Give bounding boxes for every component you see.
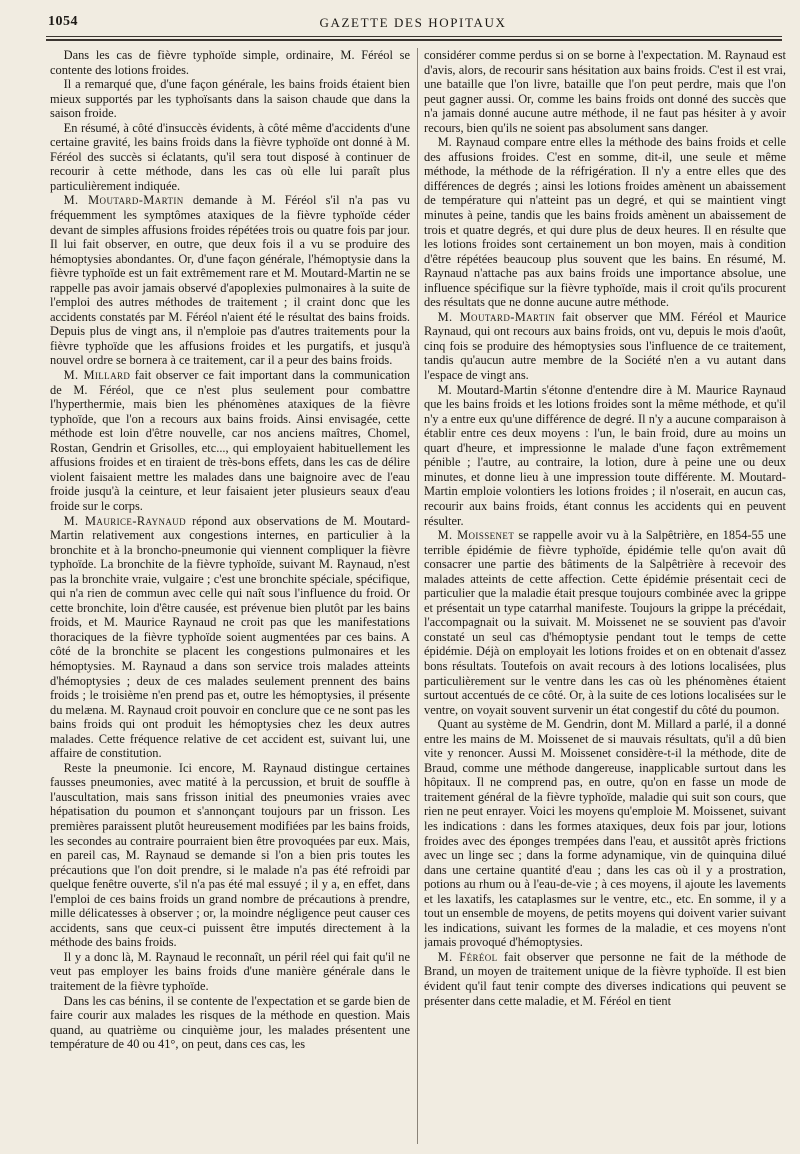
paragraph xyxy=(50,48,410,77)
paragraph xyxy=(50,761,410,950)
paragraph xyxy=(424,528,786,717)
paragraph xyxy=(50,950,410,994)
speaker-name: M. Moutard-Martin xyxy=(437,309,556,324)
header-rule-thin xyxy=(46,36,782,37)
paragraph-text: Quant au système de M. Gendrin, dont M. Millard a parlé, il a donné entre les mains de M. Moissenet de si mauvais résultats, qu'il a dû bien vite y renoncer. Aussi M. Moissenet considère-t-il la méthode, dite de Braud, comme une méthode dangereuse, inapplicable surtout dans les hôpitaux. Il ne comprend pas, en outre, qu'on en fasse un mode de traitement général de la fièvre typhoïde, maladie qui suit son cours, que rien ne peut enrayer. Voici les moyens qu'emploie M. Moissenet, suivant les indications : dans les formes ataxiques, deux fois par jour, lotions froides avec des éponges trempées dans l'eau, et aussitôt après frictions avec un linge sec ; dans la forme adynamique, vin de quinquina dilué dans une certaine quantité d'eau ; dans les cas où il y a prostration, potions au rhum ou à l'eau-de-vie ; à ces moyens, il ajoute les lavements et les laxatifs, les cataplasmes sur le ventre, etc., etc. En somme, il y a tout un ensemble de moyens, de petits moyens qui doivent varier suivant les indications, suivant les formes de la maladie, et ces moyens n'ont jamais provoqué d'hémoptysies. xyxy=(424,717,786,950)
paragraph xyxy=(50,121,410,194)
paragraph-text: fait observer que MM. Féréol et Maurice Raynaud, qui ont recours aux bains froids, ont vu, depuis le mois d'août, cinq fois se produire des hémoptysies sous l'influence de ce traitement, tandis qu'aucun autre membre de la Société n'en a vu autant dans l'espace de vingt ans. xyxy=(424,309,786,383)
paragraph xyxy=(424,383,786,528)
speaker-name: M. Millard xyxy=(63,368,131,383)
speaker-name: M. Maurice-Raynaud xyxy=(63,513,187,528)
right-column xyxy=(424,48,786,1144)
paragraph xyxy=(50,193,410,368)
speaker-name: M. Féréol xyxy=(437,949,498,964)
paragraph-text: M. Raynaud compare entre elles la méthode des bains froids et celle des affusions froides. C'est en somme, dit-il, une seule et même méthode, la méthode de la réfrigération. Il n'y a entre elles que des différences de degrés ; ainsi les lotions froides amènent un abaissement de température qui n'atteint pas un degré, et qui se maintient vingt minutes à peine, tandis que les bains froids amènent un abaissement de trois et quatre degrés, et qui dure plus de deux heures. Il en résulte que les lotions froides sont certainement un bon moyen, mais à condition d'être répétées beaucoup plus souvent que les bains. En résumé, M. Raynaud n'attache pas aux bains froids une importance absolue, une influence spécifique sur la fièvre typhoïde, mais il croit qu'ils procurent des résultats que ne donne aucune autre méthode. xyxy=(424,135,786,310)
paragraph-text: En résumé, à côté d'insuccès évidents, à côté même d'accidents d'une certaine gravité, les bains froids dans la fièvre typhoïde ont donné à M. Féréol des succès si éclatants, qu'il sera tout disposé à continuer de recourir à cette méthode, dans les cas où elle lui paraît plus particulièrement indiquée. xyxy=(50,120,410,193)
speaker-name: M. Moissenet xyxy=(437,528,515,543)
paragraph xyxy=(50,368,410,513)
paragraph-text: Il a remarqué que, d'une façon générale, les bains froids étaient bien mieux supportés par les typhoïsants dans la saison chaude que dans la saison froide. xyxy=(50,77,410,121)
paragraph-text: fait observer ce fait important dans la communication de M. Féréol, que ce n'est plus seulement pour combattre l'hyperthermie, mais bien les phénomènes ataxiques de la fièvre typhoïde, que l'on a recours aux bains froids. Ainsi envisagée, cette méthode est loin d'être nouvelle, car nos anciens maîtres, Chomel, Rostan, Gendrin et Grisolles, etc..., qui employaient habituellement les affusions froides et en tiraient de très-bons effets, dans les cas de délire violent faisaient mettre les malades dans une baignoire avec de l'eau froide jusqu'à la ceinture, et leur faisaient jeter plusieurs seaux d'eau froide sur le corps. xyxy=(50,368,410,513)
paragraph xyxy=(50,77,410,121)
paragraph xyxy=(424,950,786,1008)
paragraph-text: Dans les cas de fièvre typhoïde simple, ordinaire, M. Féréol se contente des lotions froides. xyxy=(50,48,410,77)
left-column xyxy=(50,48,410,1144)
paragraph xyxy=(50,514,410,761)
paragraph-text: Dans les cas bénins, il se contente de l'expectation et se garde bien de faire courir aux malades les risques de la méthode en question. Mais quand, au quatrième ou cinquième jour, les malades présentent une température de 40 ou 41°, on peut, dans ces cas, les xyxy=(50,993,410,1052)
paragraph xyxy=(424,48,786,135)
paragraph-text: Reste la pneumonie. Ici encore, M. Raynaud distingue certaines fausses pneumonies, avec matité à la percussion, et bruit de souffle à l'auscultation, mais sans frisson initial des pneumonies vraies avec hépatisation du poumon et s'annonçant toujours par un frisson. Les premières paraissent plutôt heureusement modifiées par les bains froids, les secondes au contraire pourraient bien être provoquées par eux. Mais, en pareil cas, M. Raynaud se demande si l'on a bien pris toutes les précautions que l'on doit prendre, si le malade n'a pas été refroidi par quelque fenêtre ouverte, s'il n'a pas été mal essuyé ; il y a, en effet, dans l'emploi de ces bains froids un grand nombre de précautions à prendre, mille délicatesses à observer ; or, la moindre négligence peut causer ces accidents, sans que ceux-ci puissent être imputés directement à la méthode des bains froids. xyxy=(50,760,410,950)
page-number: 1054 xyxy=(48,14,78,29)
paragraph xyxy=(50,994,410,1052)
header-rule-thick xyxy=(46,39,782,41)
paragraph-text: M. Moutard-Martin s'étonne d'entendre dire à M. Maurice Raynaud que les bains froids et les lotions froides sont la même méthode, et qu'il n'y a entre eux qu'une différence de degré. Il n'y a aucune comparaison à établir entre ces deux moyens : l'un, le bain froid, dure au moins un quart d'heure, et impressionne le malade d'une façon extrêmement pénible ; l'autre, au contraire, la lotion, dure à peine une ou deux minutes, et donne lieu à une impression toute différente. M. Moutard-Martin emploie volontiers les lotions froides ; il n'oserait, en aucun cas, recourir aux bains froids, étant connus les accidents qui en peuvent résulter. xyxy=(424,382,786,528)
column-divider xyxy=(417,48,418,1144)
paragraph xyxy=(424,310,786,383)
paragraph-text: fait observer que personne ne fait de la méthode de Brand, un moyen de traitement unique de la fièvre typhoïde. Il est bien évident qu'il faut tenir compte des diverses indications qui peuvent se présenter dans cette maladie, et M. Féréol en tient xyxy=(424,949,786,1008)
paragraph xyxy=(424,717,786,950)
running-title: GAZETTE DES HOPITAUX xyxy=(319,15,507,30)
paragraph-text: Il y a donc là, M. Raynaud le reconnaît, un péril réel qui fait qu'il ne veut pas employer les bains froids d'une manière générale dans le traitement de la fièvre typhoïde. xyxy=(50,949,410,993)
paragraph-text: répond aux observations de M. Moutard-Martin relativement aux congestions internes, en particulier à la bronchite et à la broncho-pneumonie qui viennent compliquer la fièvre typhoïde. La bronchite de la fièvre typhoïde, suivant M. Raynaud, n'est pas la bronchite vraie, vulgaire ; c'est une bronchite spéciale, spécifique, qui n'a rien de commun avec celle qui naît sous l'influence du froid. Or cette bronchite, loin d'être causée, est prévenue bien plutôt par les bains froids, et M. Maurice Raynaud ne croit pas que les manifestations thoraciques de la fièvre typhoïde soient augmentées par ces bains. A côté de la bronchite se placent les congestions pulmonaires et les hémoptysies. M. Raynaud a dans son service trois malades atteints d'hémoptysies ; deux de ces malades seulement prennent des bains froids ; le troisième n'en prend pas et, outre les hémoptysies, il présente du melæna. M. Raynaud croit pouvoir en conclure que ce ne sont pas les bains froids qui ont produit les hémoptysies chez les deux autres malades. Cette fréquence relative de cet accident est, suivant lui, une affaire de constitution. xyxy=(50,513,410,761)
paragraph-text: se rappelle avoir vu à la Salpêtrière, en 1854-55 une terrible épidémie de fièvre typhoïde, épidémie telle qu'on avait dû consacrer une partie des bâtiments de la Salpêtrière à recevoir des malades atteints de cette affection. Cette épidémie présentait ceci de particulier que la maladie était presque toujours combinée avec la grippe et présentait un type catarrhal manifeste. Toujours la grippe la précédait, l'accompagnait ou la suivait. M. Moissenet ne se souvient pas d'avoir constaté un seul cas d'hémoptysie pendant tout le temps de cette épidémie. Déjà on employait les lotions froides et on en obtenait d'assez bons résultats. Toutefois on avait recours à des lotions localisées, plus particulièrement sur le ventre dans les cas où les phénomènes étaient surtout accentués de ce côté. Or, à la suite de ces lotions localisées sur le ventre, on voyait souvent survenir un état congestif du côté du poumon. xyxy=(424,528,786,717)
paragraph-text: demande à M. Féréol s'il n'a pas vu fréquemment les symptômes ataxiques de la fièvre typhoïde céder devant de simples affusions froides répétées trois ou quatre fois par jour. Il lui fait observer, en outre, que deux fois il a vu se produire des hémoptysies abondantes. Or, d'une façon générale, l'hémoptysie dans la fièvre typhoïde est un fait extrêmement rare et M. Moutard-Martin ne se rappelle pas avoir jamais observé d'apoplexies pulmonaires à la suite de l'emploi des autres méthodes de traitement ; il craint donc que les accidents constatés par M. Féréol n'aient été le résultat des bains froids. Depuis plus de vingt ans, il n'emploie pas d'autres traitements pour la fièvre typhoïde que les affusions froides et les purgatifs, et jusqu'à nouvel ordre se bornera à ce traitement, car il a peur des bains froids. xyxy=(50,193,410,368)
paragraph-text: considérer comme perdus si on se borne à l'expectation. M. Raynaud est d'avis, alors, de recourir sans hésitation aux bains froids. C'est il est vrai, une bataille que l'on livre, bataille que l'on peut perdre, mais que l'on peut gagner aussi. Or, comme les bains froids ont donné des succès que n'a jamais donné aucune autre méthode, il ne faut pas hésiter à y avoir recours, bien qu'ils ne soient pas absolument sans danger. xyxy=(424,48,786,135)
speaker-name: M. Moutard-Martin xyxy=(63,193,184,208)
page-header xyxy=(48,10,778,36)
paragraph xyxy=(424,135,786,310)
